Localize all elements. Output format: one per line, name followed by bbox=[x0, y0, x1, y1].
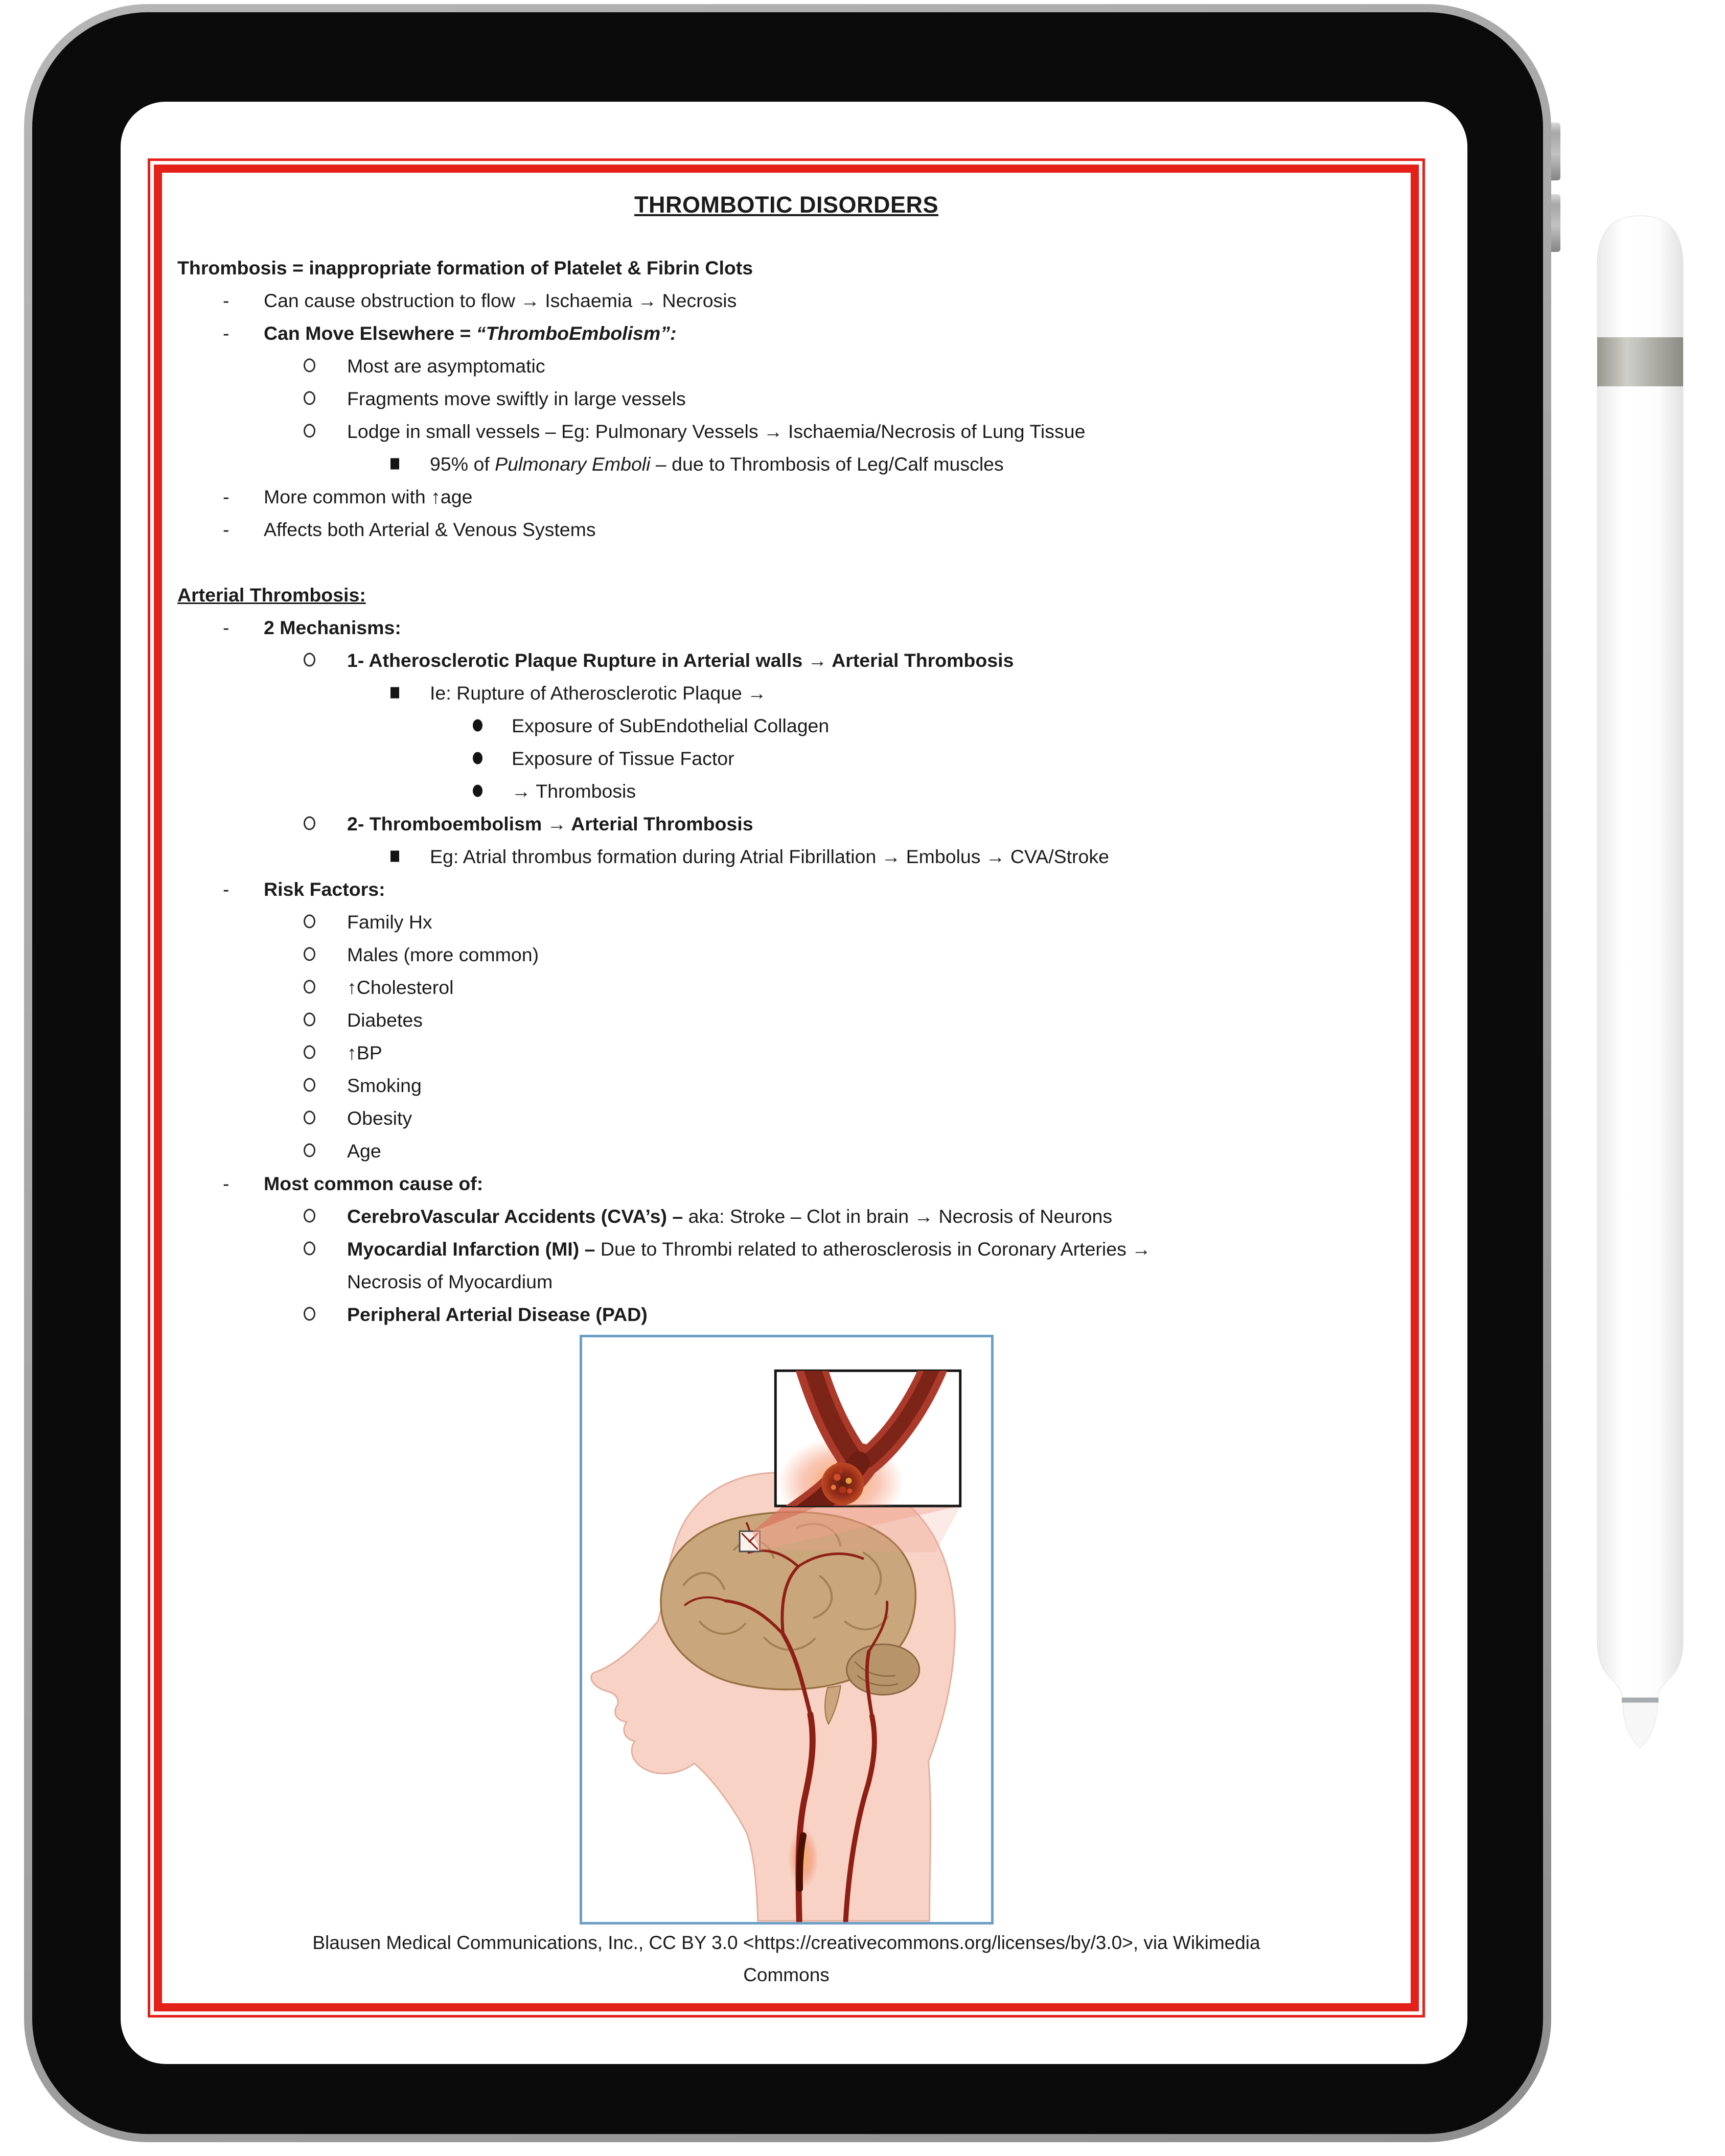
dot-bullet bbox=[473, 720, 482, 732]
doc-line: - Most common cause of: bbox=[162, 1167, 1411, 1200]
doc-line: - 2 Mechanisms: bbox=[162, 611, 1411, 644]
doc-line: Exposure of SubEndothelial Collagen bbox=[162, 709, 1411, 742]
dot-bullet bbox=[473, 785, 482, 797]
circle-bullet bbox=[304, 1209, 315, 1222]
square-bullet bbox=[390, 851, 399, 862]
doc-line: - Can cause obstruction to flow → Ischaemia → Necrosis bbox=[162, 284, 1411, 317]
circle-bullet bbox=[304, 424, 315, 437]
doc-line: 2- Thromboembolism → Arterial Thrombosis bbox=[162, 807, 1411, 840]
tablet-bezel bbox=[32, 12, 1543, 2134]
circle-bullet bbox=[304, 947, 315, 961]
doc-line: - Risk Factors: bbox=[162, 873, 1411, 906]
doc-line: Age bbox=[162, 1134, 1411, 1167]
dash-bullet: - bbox=[223, 617, 229, 638]
pencil-tip-ring bbox=[1622, 1698, 1659, 1703]
dash-bullet: - bbox=[223, 486, 229, 507]
doc-line: Arterial Thrombosis: bbox=[177, 584, 366, 606]
doc-line: CerebroVascular Accidents (CVA’s) – aka: Stroke – Clot in brain → Necrosis of Neurons bbox=[162, 1200, 1411, 1233]
circle-bullet bbox=[304, 980, 315, 993]
circle-bullet bbox=[304, 1307, 315, 1320]
doc-line: Family Hx bbox=[162, 906, 1411, 938]
doc-line: Diabetes bbox=[162, 1004, 1411, 1036]
circle-bullet bbox=[304, 1110, 315, 1124]
doc-line: Smoking bbox=[162, 1069, 1411, 1102]
circle-bullet bbox=[304, 1045, 315, 1059]
document-body bbox=[162, 251, 1411, 1331]
figure-caption bbox=[162, 1927, 1411, 1991]
doc-line: Thrombosis = inappropriate formation of Platelet & Fibrin Clots bbox=[177, 257, 753, 279]
apple-pencil[interactable] bbox=[1596, 215, 1684, 1750]
magnifier-beam bbox=[751, 1506, 960, 1552]
doc-line: Most are asymptomatic bbox=[162, 350, 1411, 382]
circle-bullet bbox=[304, 358, 315, 372]
page-border bbox=[148, 158, 1425, 2018]
circle-bullet bbox=[304, 1241, 315, 1255]
caption-line: Commons bbox=[743, 1964, 830, 1985]
doc-line: - Affects both Arterial & Venous Systems bbox=[162, 513, 1411, 546]
tablet-screen[interactable] bbox=[121, 102, 1467, 2064]
circle-bullet bbox=[304, 391, 315, 405]
dot-bullet bbox=[473, 752, 482, 764]
circle-bullet bbox=[304, 1078, 315, 1092]
doc-line: Necrosis of Myocardium bbox=[347, 1271, 553, 1292]
square-bullet bbox=[390, 458, 399, 470]
circle-bullet bbox=[304, 1012, 315, 1026]
doc-line: Fragments move swiftly in large vessels bbox=[162, 382, 1411, 415]
pencil-body bbox=[1597, 216, 1683, 1698]
doc-line: ↑BP bbox=[162, 1036, 1411, 1069]
blood-clot bbox=[821, 1463, 864, 1505]
dash-bullet: - bbox=[223, 322, 229, 344]
doc-line: ↑Cholesterol bbox=[162, 971, 1411, 1004]
doc-line: - Can Move Elsewhere = “ThromboEmbolism”: bbox=[162, 317, 1411, 350]
dash-bullet: - bbox=[223, 519, 229, 540]
pencil-silver-band bbox=[1597, 337, 1683, 386]
inset-artery-box bbox=[775, 1359, 960, 1528]
tablet-frame bbox=[24, 4, 1551, 2142]
pencil-tip bbox=[1623, 1703, 1658, 1748]
doc-line: Myocardial Infarction (MI) – Due to Thrombi related to atherosclerosis in Coronary Arteries → bbox=[162, 1233, 1411, 1265]
pencil-graphic bbox=[1596, 215, 1684, 1750]
dash-bullet: - bbox=[223, 878, 229, 900]
doc-line: Peripheral Arterial Disease (PAD) bbox=[162, 1298, 1411, 1331]
doc-line: Lodge in small vessels – Eg: Pulmonary Vessels → Ischaemia/Necrosis of Lung Tissue bbox=[162, 415, 1411, 448]
stroke-illustration-figure bbox=[580, 1335, 994, 1925]
doc-line: Obesity bbox=[162, 1102, 1411, 1134]
square-bullet bbox=[390, 687, 399, 699]
page-title: THROMBOTIC DISORDERS bbox=[634, 192, 938, 218]
circle-bullet bbox=[304, 816, 315, 830]
dash-bullet: - bbox=[223, 1173, 229, 1194]
doc-line: Eg: Atrial thrombus formation during Atrial Fibrillation → Embolus → CVA/Stroke bbox=[162, 840, 1411, 873]
document-page bbox=[154, 165, 1419, 2011]
circle-bullet bbox=[304, 914, 315, 928]
doc-line: → Thrombosis bbox=[162, 775, 1411, 807]
doc-line: - More common with ↑age bbox=[162, 480, 1411, 513]
doc-line: 1- Atherosclerotic Plaque Rupture in Arterial walls → Arterial Thrombosis bbox=[162, 644, 1411, 677]
doc-line: 95% of Pulmonary Emboli – due to Thrombosis of Leg/Calf muscles bbox=[162, 448, 1411, 480]
doc-line: Ie: Rupture of Atherosclerotic Plaque → bbox=[162, 677, 1411, 709]
caption-line: Blausen Medical Communications, Inc., CC BY 3.0 <https://creativecommons.org/licenses/by/3.0>, via Wikimedia bbox=[312, 1932, 1260, 1953]
circle-bullet bbox=[304, 653, 315, 666]
dash-bullet: - bbox=[223, 290, 229, 311]
doc-line: Males (more common) bbox=[162, 938, 1411, 971]
circle-bullet bbox=[304, 1143, 315, 1157]
doc-line: Exposure of Tissue Factor bbox=[162, 742, 1411, 775]
medical-illustration bbox=[582, 1337, 991, 1922]
